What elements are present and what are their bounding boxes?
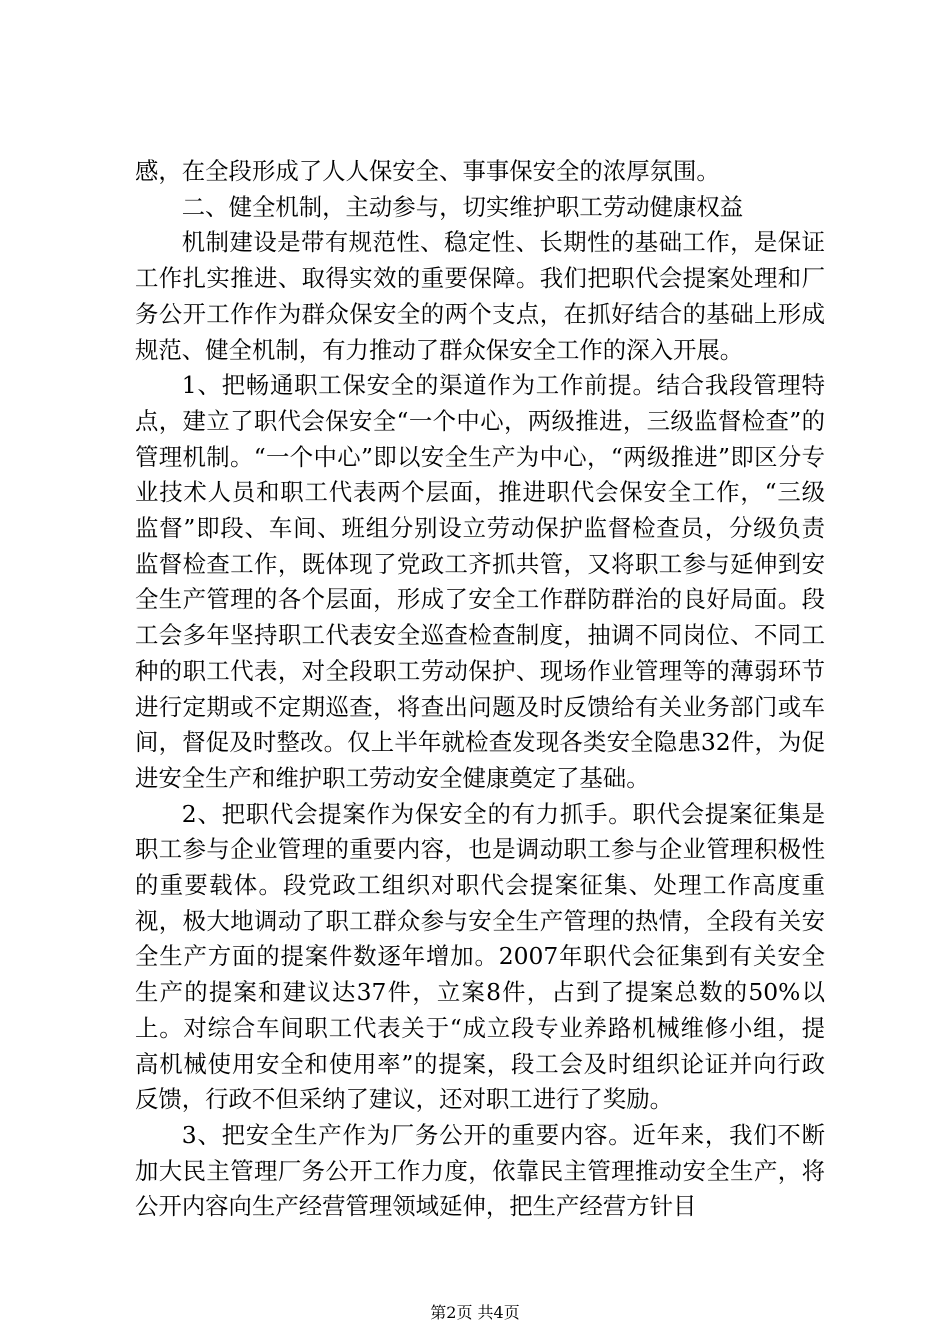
paragraph: 3、把安全生产作为厂务公开的重要内容。近年来，我们不断加大民主管理厂务公开工作力度，依靠民主管理推动安全生产，将公开内容向生产经营管理领域延伸，把生产经营方针目 <box>135 1120 825 1221</box>
paragraph: 机制建设是带有规范性、稳定性、长期性的基础工作，是保证工作扎实推进、取得实效的重要保障。我们把职代会提案处理和厂务公开工作作为群众保安全的两个支点，在抓好结合的基础上形成规范、健全机制，有力推动了群众保安全工作的深入开展。 <box>135 228 825 364</box>
paragraph-continuation: 感，在全段形成了人人保安全、事事保安全的浓厚氛围。 <box>135 157 720 185</box>
paragraph: 1、把畅通职工保安全的渠道作为工作前提。结合我段管理特点，建立了职代会保安全“一个中心，两级推进，三级监督检查”的管理机制。“一个中心”即以安全生产为中心，“两级推进”即区分专业技术人员和职工代表两个层面，推进职代会保安全工作，“三级监督”即段、车间、班组分别设立劳动保护监督检查员，分级负责监督检查工作，既体现了党政工齐抓共管，又将职工参与延伸到安全生产管理的各个层面，形成了安全工作群防群治的良好局面。段工会多年坚持职工代表安全巡查检查制度，抽调不同岗位、不同工种的职工代表，对全段职工劳动保护、现场作业管理等的薄弱环节进行定期或不定期巡查，将查出问题及时反馈给有关业务部门或车间，督促及时整改。仅上半年就检查发现各类安全隐患32件，为促进安全生产和维护职工劳动安全健康奠定了基础。 <box>135 371 825 792</box>
paragraph: 2、把职代会提案作为保安全的有力抓手。职代会提案征集是职工参与企业管理的重要内容，也是调动职工参与企业管理积极性的重要载体。段党政工组织对职代会提案征集、处理工作高度重视，极大地调动了职工群众参与安全生产管理的热情，全段有关安全生产方面的提案件数逐年增加。2007年职代会征集到有关安全生产的提案和建议达37件，立案8件，占到了提案总数的50%以上。对综合车间职工代表关于“成立段专业养路机械维修小组，提高机械使用安全和使用率”的提案，段工会及时组织论证并向行政反馈，行政不但采纳了建议，还对职工进行了奖励。 <box>135 799 825 1114</box>
document-body <box>135 154 825 1225</box>
page-footer: 第2页 共4页 <box>430 1303 520 1322</box>
section-heading: 二、健全机制，主动参与，切实维护职工劳动健康权益 <box>181 192 744 221</box>
